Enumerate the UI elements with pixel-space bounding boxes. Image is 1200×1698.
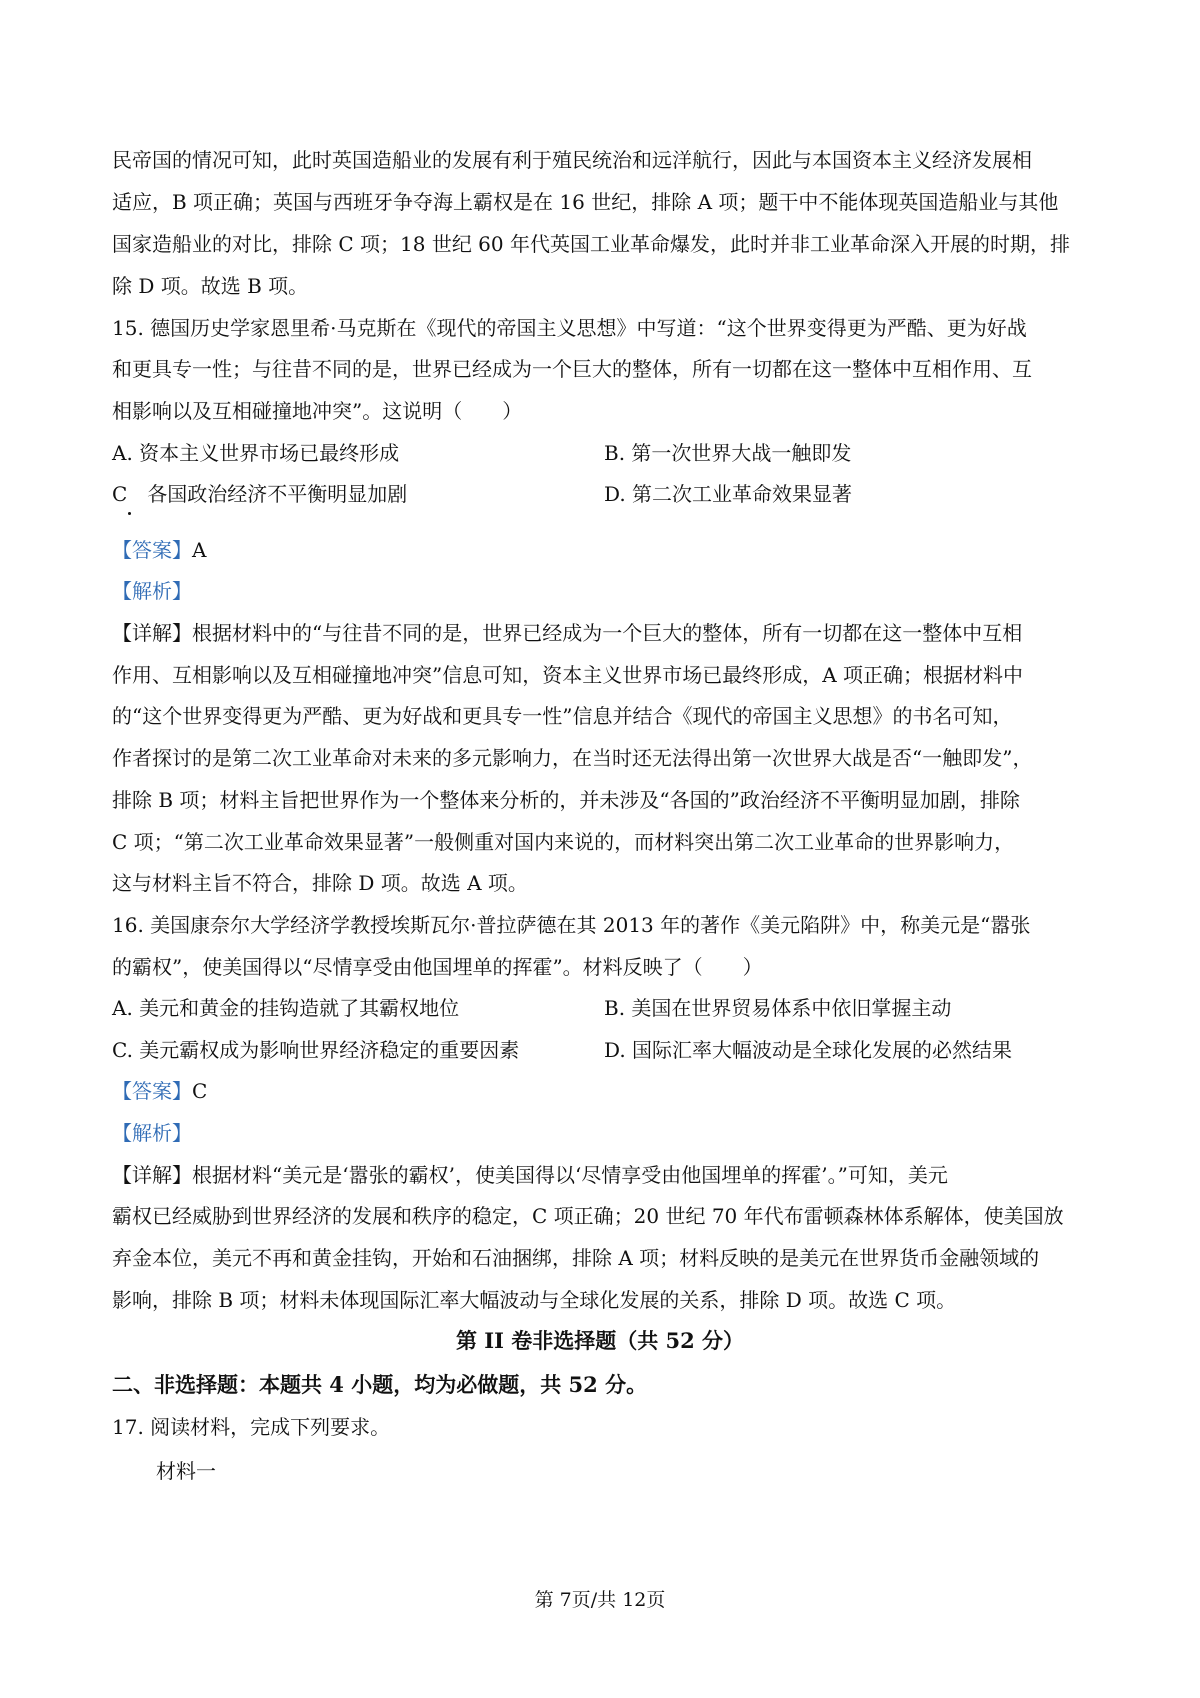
q15-answer-label: 【答案】 xyxy=(112,538,192,562)
q16-answer-label: 【答案】 xyxy=(112,1079,192,1103)
q16-detail-text-1: 根据材料“美元是‘嚣张的霸权’，使美国得以‘尽情享受由他国埋单的挥霍’。”可知，美元 xyxy=(192,1163,948,1187)
q15-detail-line-1 xyxy=(112,620,1102,646)
q15-detail-label: 【详解】 xyxy=(112,621,192,645)
q16-option-a: A. 美元和黄金的挂钩造就了其霸权地位 xyxy=(112,996,460,1020)
stray-dot xyxy=(128,512,131,515)
q15-detail-line-7: 这与材料主旨不符合，排除 D 项。故选 A 项。 xyxy=(112,871,528,895)
q15-stem-line-1: 15. 德国历史学家恩里希·马克斯在《现代的帝国主义思想》中写道：“这个世界变得更为严酷、更为好战 xyxy=(112,316,1027,340)
part2-title: 第 II 卷非选择题（共 52 分） xyxy=(455,1328,745,1353)
q15-option-c: C 各国政治经济不平衡明显加剧 xyxy=(112,482,408,506)
part2-heading: 二、非选择题：本题共 4 小题，均为必做题，共 52 分。 xyxy=(112,1372,648,1397)
q16-stem-line-2: 的霸权”，使美国得以“尽情享受由他国埋单的挥霍”。材料反映了（ ） xyxy=(112,955,763,979)
q15-answer xyxy=(112,537,206,563)
intro-line-4: 除 D 项。故选 B 项。 xyxy=(112,274,309,298)
q16-stem-line-1: 16. 美国康奈尔大学经济学教授埃斯瓦尔·普拉萨德在其 2013 年的著作《美元陷阱》中，称美元是“嚣张 xyxy=(112,913,1031,937)
q16-option-d: D. 国际汇率大幅波动是全球化发展的必然结果 xyxy=(604,1038,1013,1062)
q15-detail-line-6: C 项；“第二次工业革命效果显著”一般侧重对国内来说的，而材料突出第二次工业革命的世界影响力， xyxy=(112,830,1015,854)
q15-detail-line-5: 排除 B 项；材料主旨把世界作为一个整体来分析的，并未涉及“各国的”政治经济不平衡明显加剧，排除 xyxy=(112,788,1020,812)
q16-detail-label: 【详解】 xyxy=(112,1163,192,1187)
q16-option-c: C. 美元霸权成为影响世界经济稳定的重要因素 xyxy=(112,1038,520,1062)
q15-detail-line-2: 作用、互相影响以及互相碰撞地冲突”信息可知，资本主义世界市场已最终形成，A 项正确；根据材料中 xyxy=(112,663,1024,687)
q15-answer-value: A xyxy=(192,538,207,562)
q15-option-a: A. 资本主义世界市场已最终形成 xyxy=(112,441,400,465)
q17-stem: 17. 阅读材料，完成下列要求。 xyxy=(112,1415,391,1439)
q17-material-label: 材料一 xyxy=(156,1459,216,1483)
q16-analysis-tag: 【解析】 xyxy=(112,1121,192,1145)
q16-detail-line-2: 霸权已经威胁到世界经济的发展和秩序的稳定，C 项正确；20 世纪 70 年代布雷顿森林体系解体，使美国放 xyxy=(112,1204,1064,1228)
q15-analysis-label xyxy=(112,578,192,604)
q16-answer xyxy=(112,1078,207,1104)
q15-detail-line-3: 的“这个世界变得更为严酷、更为好战和更具专一性”信息并结合《现代的帝国主义思想》的书名可知， xyxy=(112,704,1013,728)
intro-line-2: 适应，B 项正确；英国与西班牙争夺海上霸权是在 16 世纪，排除 A 项；题干中不能体现英国造船业与其他 xyxy=(112,190,1059,214)
intro-line-3: 国家造船业的对比，排除 C 项；18 世纪 60 年代英国工业革命爆发，此时并非工业革命深入开展的时期，排 xyxy=(112,232,1070,256)
q16-option-b: B. 美国在世界贸易体系中依旧掌握主动 xyxy=(604,996,952,1020)
q15-stem-line-3: 相影响以及互相碰撞地冲突”。这说明（ ） xyxy=(112,399,523,423)
q16-detail-line-4: 影响，排除 B 项；材料未体现国际汇率大幅波动与全球化发展的关系，排除 D 项。故选 C 项。 xyxy=(112,1288,957,1312)
q15-option-d: D. 第二次工业革命效果显著 xyxy=(604,482,853,506)
q15-detail-text-1: 根据材料中的“与往昔不同的是，世界已经成为一个巨大的整体，所有一切都在这一整体中互相 xyxy=(192,621,1023,645)
q16-detail-line-1 xyxy=(112,1162,1102,1188)
q16-analysis-label xyxy=(112,1120,192,1146)
q15-detail-line-4: 作者探讨的是第二次工业革命对未来的多元影响力，在当时还无法得出第一次世界大战是否“一触即发”， xyxy=(112,746,1033,770)
q16-answer-value: C xyxy=(192,1079,208,1103)
page-number: 第 7页/共 12页 xyxy=(534,1589,666,1611)
q15-analysis-tag: 【解析】 xyxy=(112,579,192,603)
q15-option-b: B. 第一次世界大战一触即发 xyxy=(604,441,852,465)
q16-detail-line-3: 弃金本位，美元不再和黄金挂钩，开始和石油捆绑，排除 A 项；材料反映的是美元在世界货币金融领域的 xyxy=(112,1246,1040,1270)
intro-line-1: 民帝国的情况可知，此时英国造船业的发展有利于殖民统治和远洋航行，因此与本国资本主义经济发展相 xyxy=(112,148,1032,172)
q15-stem-line-2: 和更具专一性；与往昔不同的是，世界已经成为一个巨大的整体，所有一切都在这一整体中互相作用、互 xyxy=(112,357,1032,381)
